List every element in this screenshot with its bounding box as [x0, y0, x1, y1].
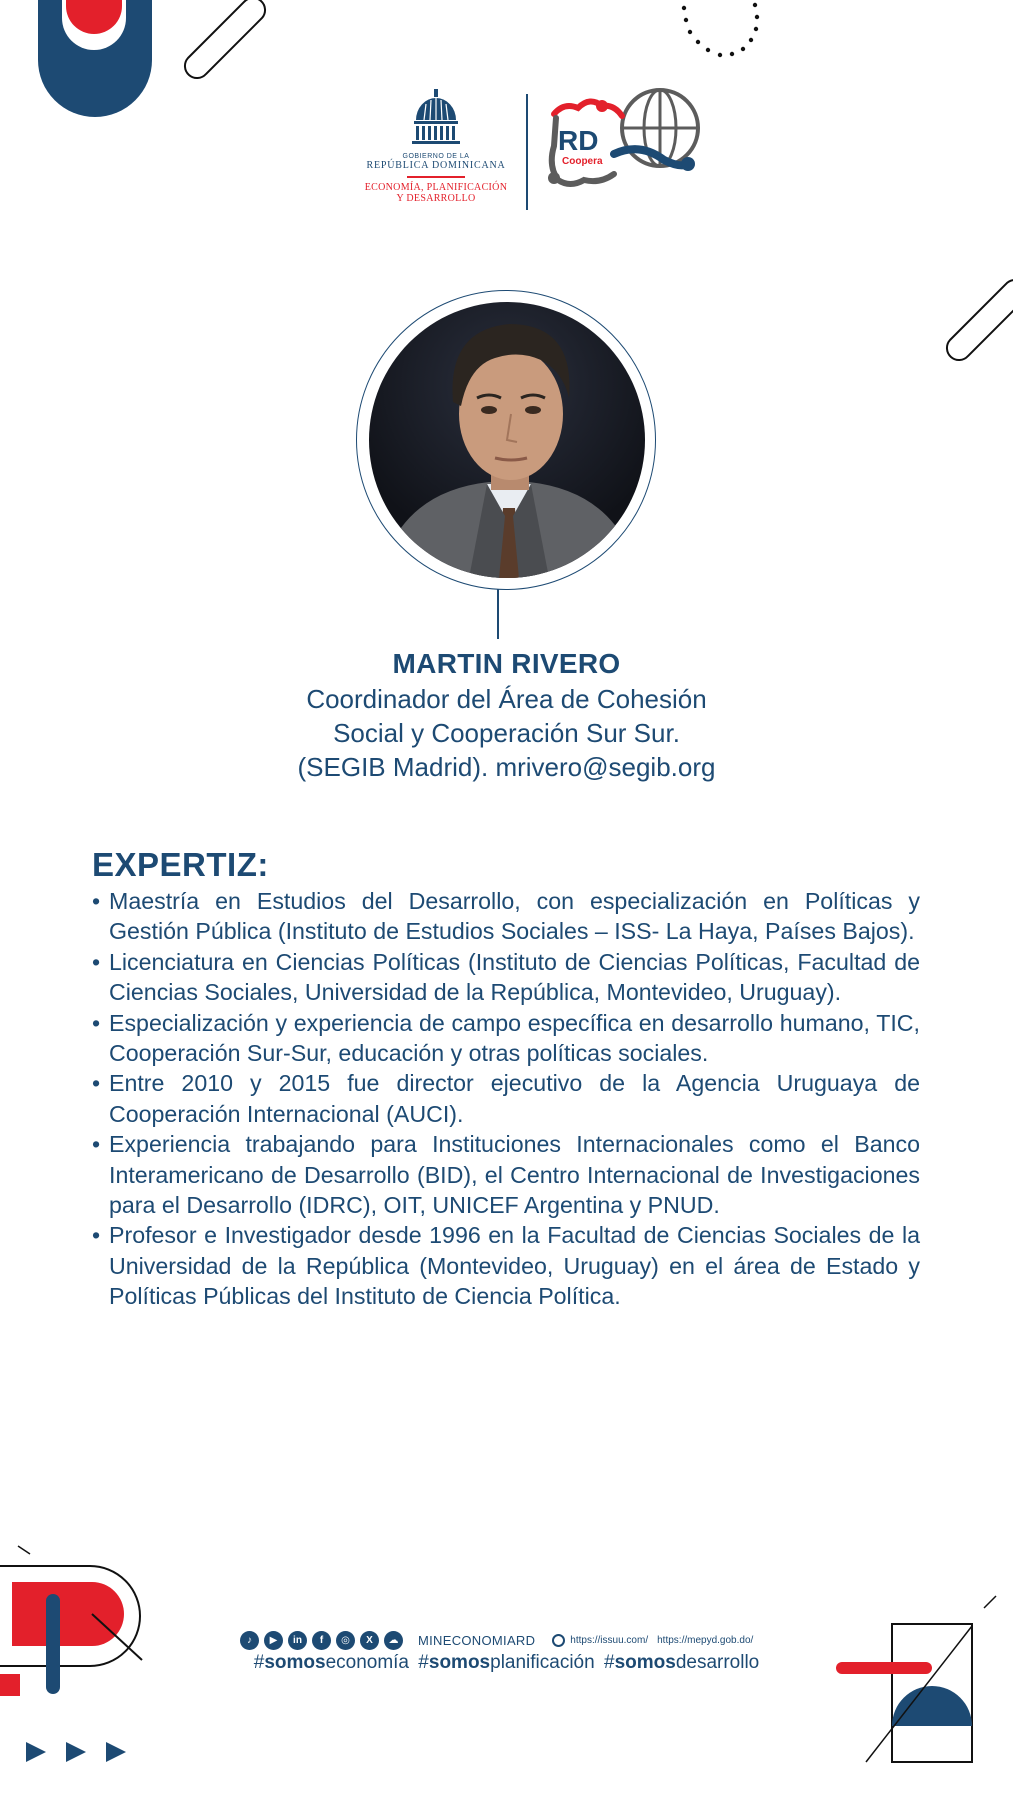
facebook-icon[interactable]: f [312, 1631, 331, 1650]
ministry-name-line2: Y DESARROLLO [396, 193, 476, 204]
logo-divider [526, 94, 528, 210]
portrait-illustration [369, 302, 645, 578]
list-item: • Especialización y experiencia de campo específica en desarrollo humano, TIC, Cooperación Sur-Sur, educación y otras políticas sociales. [92, 1008, 920, 1069]
website-link[interactable]: https://mepyd.gob.do/ [657, 1634, 754, 1646]
x-icon[interactable]: X [360, 1631, 379, 1650]
linkedin-icon[interactable]: in [288, 1631, 307, 1650]
profile-name: MARTIN RIVERO [392, 648, 621, 679]
hashtag-economia [254, 1652, 409, 1673]
soundcloud-icon[interactable]: ☁ [384, 1631, 403, 1650]
social-handle: MINECONOMIARD [418, 1632, 536, 1648]
hashtag-line [0, 1652, 1013, 1674]
government-logo-rule [407, 176, 465, 178]
corner-decoration-top-left [0, 0, 280, 120]
coopera-logo-text: Coopera [562, 156, 603, 167]
portrait-connector-line [497, 589, 499, 639]
hashtag-desarrollo [604, 1652, 759, 1673]
hashtag-prefix: # [603, 1652, 615, 1673]
hashtag-bold: somos [614, 1652, 676, 1673]
list-item: • Entre 2010 y 2015 fue director ejecutivo de la Agencia Uruguaya de Cooperación Internacional (AUCI). [92, 1068, 920, 1129]
rd-logo-text: RD [558, 125, 599, 156]
social-links [240, 1630, 753, 1650]
list-item: • Licenciatura en Ciencias Políticas (Instituto de Ciencias Políticas, Facultad de Ciencias Sociales, Universidad de la República, Montevideo, Uruguay). [92, 947, 920, 1008]
list-item: • Experiencia trabajando para Instituciones Internacionales como el Banco Interamericano de Desarrollo (BID), el Centro Internacional de Investigaciones para el Desarrollo (IDRC), OIT, UNICEF Argentina y PNUD. [92, 1129, 920, 1220]
expertise-title: EXPERTIZ: [92, 846, 269, 883]
issuu-link[interactable]: https://issuu.com/ [570, 1634, 649, 1646]
hashtag-bold: somos [264, 1652, 326, 1673]
profile-role-line-3: (SEGIB Madrid). mrivero@segib.org [297, 752, 716, 782]
hashtag-prefix: # [253, 1652, 265, 1673]
tiktok-icon[interactable]: ♪ [240, 1631, 259, 1650]
government-dome-icon [404, 86, 468, 146]
corner-decoration-bottom-right [830, 1590, 1013, 1800]
hashtag-planificacion [418, 1652, 594, 1673]
ministry-name-line1: ECONOMÍA, PLANIFICACIÓN [364, 182, 508, 193]
hashtag-word: economía [325, 1652, 410, 1673]
hashtag-bold: somos [428, 1652, 491, 1673]
profile-role-line-1: Coordinador del Área de Cohesión [306, 684, 707, 714]
portrait-photo [369, 302, 645, 578]
issuu-icon [552, 1634, 565, 1647]
government-label-small: GOBIERNO DE LA [402, 153, 470, 160]
pill-outline-decoration-right [940, 270, 1013, 370]
dotted-circle-decoration [672, 0, 772, 64]
government-label-main: REPÚBLICA DOMINICANA [366, 160, 506, 171]
rd-coopera-logo [544, 84, 704, 208]
profile-role-line-2: Social y Cooperación Sur Sur. [333, 718, 680, 748]
hashtag-prefix: # [418, 1652, 429, 1673]
government-logo [352, 86, 520, 204]
instagram-icon[interactable]: ◎ [336, 1631, 355, 1650]
expertise-list [92, 886, 920, 1312]
youtube-icon[interactable]: ▶ [264, 1631, 283, 1650]
hashtag-word: desarrollo [675, 1652, 760, 1673]
list-item: • Profesor e Investigador desde 1996 en la Facultad de Ciencias Sociales de la Universidad de la República (Montevideo, Uruguay) en el área de Estado y Políticas Públicas del Instituto de Ciencia Política. [92, 1220, 920, 1311]
profile-role [200, 682, 813, 784]
hashtag-word: planificación [490, 1652, 595, 1673]
list-item: • Maestría en Estudios del Desarrollo, con especialización en Políticas y Gestión Pública (Instituto de Estudios Sociales – ISS- La Haya, Países Bajos). [92, 886, 920, 947]
